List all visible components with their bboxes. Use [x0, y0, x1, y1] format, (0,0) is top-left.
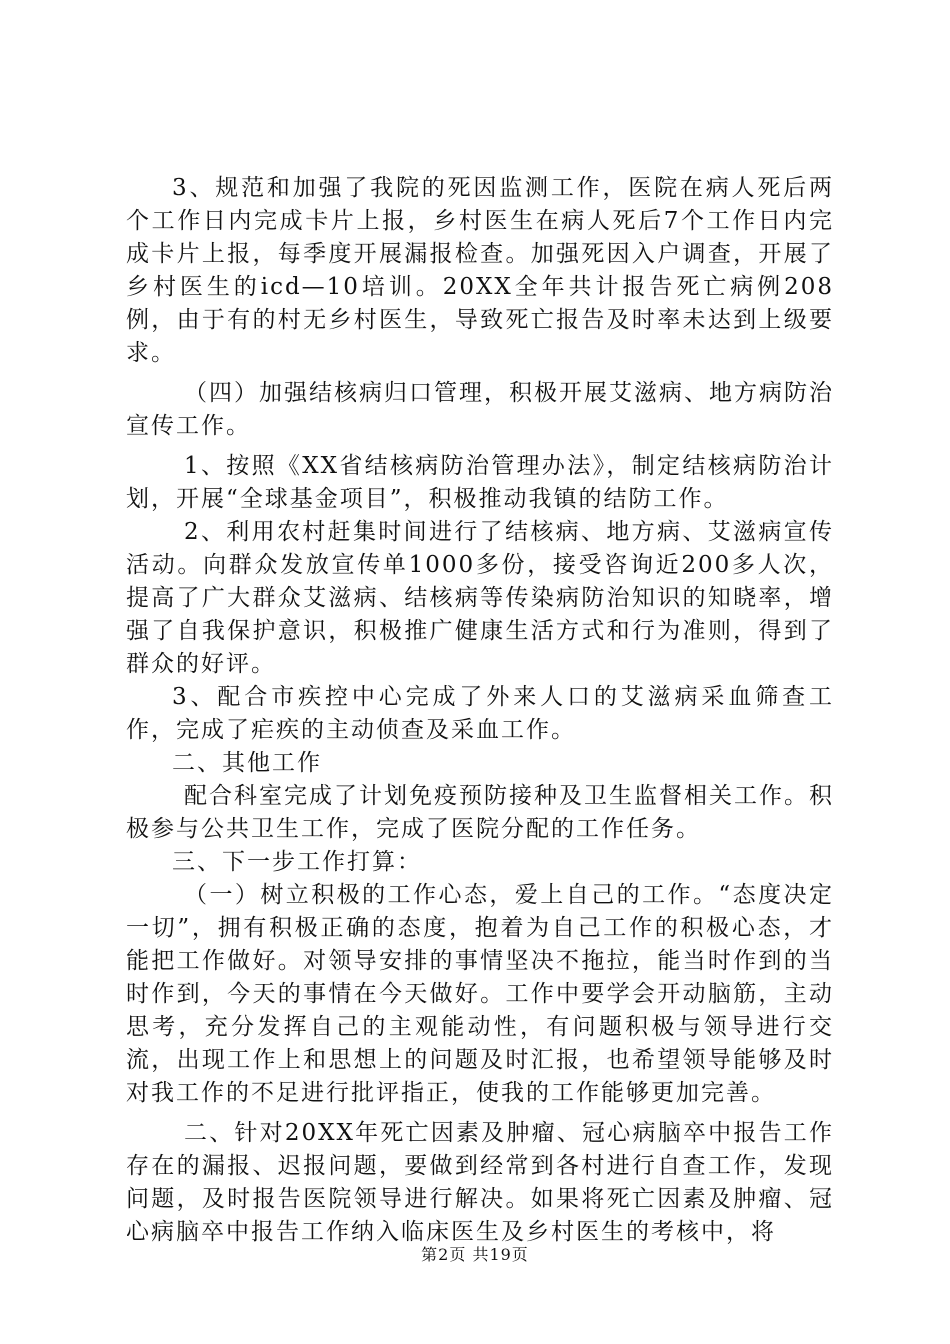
document-body [126, 172, 834, 1249]
section-heading-next-plan: 三、下一步工作打算： [172, 849, 422, 875]
paragraph-death-surveillance: 3、规范和加强了我院的死因监测工作，医院在病人死后两个工作日内完成卡片上报，乡村医生在病人死后7个工作日内完成卡片上报，每季度开展漏报检查。加强死因入户调查，开展了乡村医生的icd—10培训。20XX全年共计报告死亡病例208例，由于有的村无乡村医生，导致死亡报告及时率未达到上级要求。 [126, 175, 834, 366]
paragraph-work-attitude: （一）树立积极的工作心态，爱上自己的工作。“态度决定一切”，拥有积极正确的态度，抱着为自己工作的积极心态，才能把工作做好。对领导安排的事情坚决不拖拉，能当时作到的当时作到，今天的事情在今天做好。工作中要学会开动脑筋，主动思考，充分发挥自己的主观能动性，有问题积极与领导进行交流，出现工作上和思想上的问题及时汇报，也希望领导能够及时对我工作的不足进行批评指正，使我的工作能够更加完善。 [126, 882, 834, 1106]
paragraph-aids-screening: 3、配合市疾控中心完成了外来人口的艾滋病采血筛查工作，完成了疟疾的主动侦查及采血工作。 [126, 684, 834, 743]
paragraph-other-work: 配合科室完成了计划免疫预防接种及卫生监督相关工作。积极参与公共卫生工作，完成了医院分配的工作任务。 [126, 783, 834, 842]
section-heading-other-work: 二、其他工作 [172, 750, 322, 776]
paragraph-tb-plan: 1、按照《XX省结核病防治管理办法》，制定结核病防治计划，开展“全球基金项目”，积极推动我镇的结防工作。 [126, 453, 834, 512]
paragraph-publicity-activity: 2、利用农村赶集时间进行了结核病、地方病、艾滋病宣传活动。向群众发放宣传单1000多份，接受咨询近200多人次，提高了广大群众艾滋病、结核病等传染病防治知识的知晓率，增强了自我保护意识，积极推广健康生活方式和行为准则，得到了群众的好评。 [126, 519, 834, 677]
paragraph-report-issues: 二、针对20XX年死亡因素及肿瘤、冠心病脑卒中报告工作存在的漏报、迟报问题，要做到经常到各村进行自查工作，发现问题，及时报告医院领导进行解决。如果将死亡因素及肿瘤、冠心病脑卒中报告工作纳入临床医生及乡村医生的考核中，将 [126, 1120, 834, 1245]
page-number-footer: 第2页 共19页 [421, 1245, 529, 1264]
paragraph-section-four-heading: （四）加强结核病归口管理，积极开展艾滋病、地方病防治宣传工作。 [126, 380, 834, 439]
